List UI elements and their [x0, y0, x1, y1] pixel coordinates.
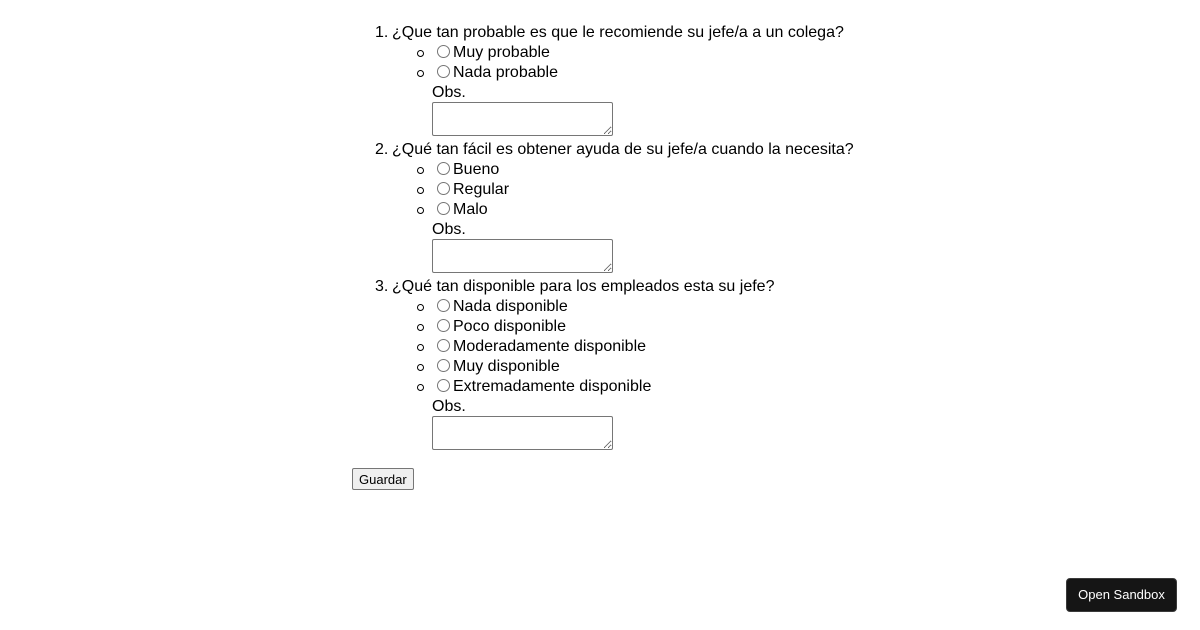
- list-bullet: [417, 207, 424, 214]
- radio-muy-probable[interactable]: [437, 45, 450, 58]
- list-bullet: [417, 50, 424, 57]
- radio-muy-disponible[interactable]: [437, 359, 450, 372]
- question-text: ¿Qué tan fácil es obtener ayuda de su jefe/a cuando la necesita?: [392, 141, 854, 158]
- obs-textarea-q1[interactable]: [432, 102, 613, 136]
- question-list: [352, 23, 912, 450]
- option-label: Nada probable: [453, 64, 558, 81]
- radio-nada-probable[interactable]: [437, 65, 450, 78]
- option-label: Muy disponible: [453, 358, 560, 375]
- option-nada-disponible: [432, 297, 912, 317]
- open-sandbox-button[interactable]: Open Sandbox: [1066, 578, 1177, 612]
- obs-textarea-q2[interactable]: [432, 239, 613, 273]
- option-extremadamente-disponible: [432, 377, 912, 397]
- option-list: [392, 43, 912, 83]
- question-2: [375, 140, 912, 273]
- option-list: [392, 160, 912, 220]
- question-number: 2.: [375, 141, 389, 158]
- option-list: [392, 297, 912, 397]
- radio-moderadamente-disponible[interactable]: [437, 339, 450, 352]
- question-text: ¿Qué tan disponible para los empleados esta su jefe?: [392, 278, 775, 295]
- list-bullet: [417, 324, 424, 331]
- radio-malo[interactable]: [437, 202, 450, 215]
- obs-label: Obs.: [432, 398, 466, 415]
- option-moderadamente-disponible: [432, 337, 912, 357]
- option-label: Poco disponible: [453, 318, 566, 335]
- question-1: [375, 23, 912, 136]
- radio-poco-disponible[interactable]: [437, 319, 450, 332]
- question-heading: [375, 140, 912, 160]
- list-bullet: [417, 384, 424, 391]
- obs-label: Obs.: [432, 221, 466, 238]
- radio-extremadamente-disponible[interactable]: [437, 379, 450, 392]
- option-poco-disponible: [432, 317, 912, 337]
- radio-regular[interactable]: [437, 182, 450, 195]
- question-number: 3.: [375, 278, 389, 295]
- question-3: [375, 277, 912, 450]
- option-label: Nada disponible: [453, 298, 568, 315]
- option-muy-disponible: [432, 357, 912, 377]
- option-regular: [432, 180, 912, 200]
- radio-nada-disponible[interactable]: [437, 299, 450, 312]
- question-heading: [375, 277, 912, 297]
- option-bueno: [432, 160, 912, 180]
- survey-form: [352, 23, 912, 454]
- option-label: Malo: [453, 201, 488, 218]
- list-bullet: [417, 70, 424, 77]
- option-malo: [432, 200, 912, 220]
- list-bullet: [417, 364, 424, 371]
- option-label: Bueno: [453, 161, 500, 178]
- list-bullet: [417, 187, 424, 194]
- option-label: Muy probable: [453, 44, 550, 61]
- option-label: Moderadamente disponible: [453, 338, 647, 355]
- save-button[interactable]: Guardar: [352, 468, 414, 490]
- list-bullet: [417, 167, 424, 174]
- obs-textarea-q3[interactable]: [432, 416, 613, 450]
- question-text: ¿Que tan probable es que le recomiende su jefe/a a un colega?: [392, 24, 844, 41]
- question-heading: [375, 23, 912, 43]
- list-bullet: [417, 344, 424, 351]
- option-label: Regular: [453, 181, 510, 198]
- radio-bueno[interactable]: [437, 162, 450, 175]
- option-label: Extremadamente disponible: [453, 378, 652, 395]
- question-number: 1.: [375, 24, 389, 41]
- option-nada-probable: [432, 63, 912, 83]
- obs-label: Obs.: [432, 84, 466, 101]
- option-muy-probable: [432, 43, 912, 63]
- list-bullet: [417, 304, 424, 311]
